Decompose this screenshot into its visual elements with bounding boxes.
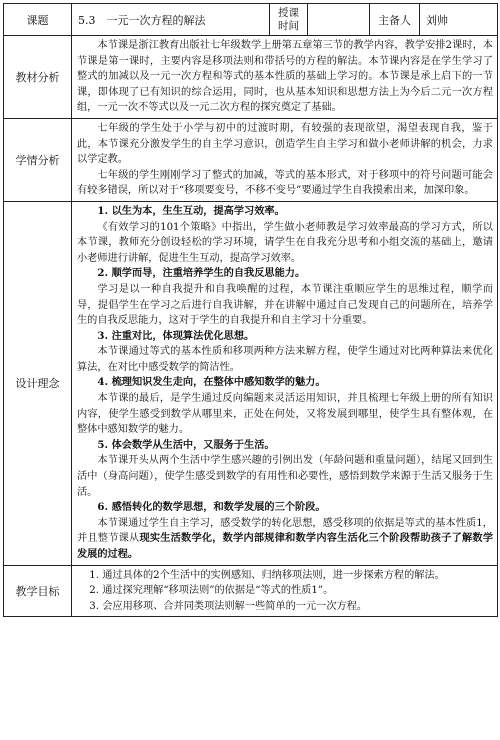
design-heading: 3. 注重对比，体现算法优化思想。 xyxy=(97,329,255,342)
material-analysis-label: 教材分析 xyxy=(4,36,72,119)
student-paragraph: 七年级的学生刚刚学习了整式的加减，等式的基本形式，对于移项中的符号问题可能会有较多错误，所以对于“移项要变号，不移不变号”要通过学生自我摸索出来，加深印象。 xyxy=(77,169,493,197)
design-heading: 5. 体会数学从生活中，又服务于生活。 xyxy=(97,438,275,451)
design-paragraph: 学习是以一种自我提升和自我唤醒的过程，本节课注重顺应学生的思维过程，顺学而导，提倡学生在学习之后进行自我讲解，并在讲解中通过自己发现自己的问题所在，培养学生的自我反思能力，这对于学生的自我提升和自主学习十分重要。 xyxy=(77,283,493,327)
student-analysis-content xyxy=(72,118,498,201)
header-row xyxy=(4,4,498,36)
design-paragraph xyxy=(77,516,493,563)
preparer-label: 主备人 xyxy=(370,4,420,36)
design-paragraph: 本节课开头从两个生活中学生感兴趣的引例出发（年龄问题和重量问题），结尾又回到生活中（身高问题），使学生感受到数学的有用性和必要性，感悟到数学来源于生活又服务于生活。 xyxy=(77,455,493,498)
topic-label: 课题 xyxy=(4,4,72,36)
design-paragraph: 《有效学习的101个策略》中指出，学生做小老师教是学习效率最高的学习方式，所以本节课，教师充分创设轻松的学习环境，请学生在自我充分思考和小组交流的基础上，邀请小老师进行讲解，促进生生互动，提高学习效率。 xyxy=(77,221,493,264)
design-heading: 1. 以生为本，生生互动，提高学习效率。 xyxy=(97,204,285,217)
preparer-value: 刘帅 xyxy=(420,4,498,36)
goal-item: 2. 通过探究理解“移项法则”的依据是“等式的性质1”。 xyxy=(89,585,334,597)
student-analysis-label: 学情分析 xyxy=(4,118,72,201)
student-paragraph: 七年级的学生处于小学与初中的过渡时期，有较强的表现欲望，渴望表现自我，鉴于此，本节课充分激发学生的自主学习意识，创造学生自主学习和做小老师讲解的机会，力求以学定教。 xyxy=(77,122,493,166)
teaching-goals-content xyxy=(72,565,498,617)
design-paragraph: 本节课通过等式的基本性质和移项两种方法来解方程，使学生通过对比两种算法来优化算法，在对比中感受数学的简洁性。 xyxy=(77,346,493,373)
design-heading: 6. 感悟转化的数学思想，和数学发展的三个阶段。 xyxy=(97,501,326,514)
goal-item: 3. 会应用移项、合并同类项法则解一些简单的一元一次方程。 xyxy=(89,600,368,612)
design-concept-row xyxy=(4,201,498,565)
teaching-goals-row xyxy=(4,565,498,617)
lesson-plan-table xyxy=(3,3,498,617)
material-analysis-content xyxy=(72,36,498,119)
topic-value: 5.3 一元一次方程的解法 xyxy=(72,4,270,36)
material-paragraph: 本节课是浙江教育出版社七年级数学上册第五章第三节的教学内容，教学安排2课时，本节课是第一课时，主要内容是移项法则和带括号的方程的解法。本节课内容是在学生学习了整式的加减以及一元一次方程和等式的基本性质的基础上学习的。本节课是承上启下的一节课，即体现了已有知识的综合运用，同时，也从基本知识和思想方法上为今后二元一次方程组，一元一次不等式以及一元二次方程的探究奠定了基础。 xyxy=(77,40,493,114)
material-analysis-row xyxy=(4,36,498,119)
design-paragraph-plain: 本节课通过学生自主学习，感受数学的转化思想，感受移项的依据是等式的基本性质1，并且整节课从 xyxy=(77,517,493,545)
teaching-goals-label: 教学目标 xyxy=(4,565,72,617)
design-concept-label: 设计理念 xyxy=(4,201,72,565)
design-heading: 4. 梳理知识发生走向，在整体中感知数学的魅力。 xyxy=(97,376,326,389)
teaching-time-value xyxy=(308,4,370,36)
design-paragraph: 本节课的最后，是学生通过反向编题来灵活运用知识，并且梳理七年级上册的所有知识内容，使学生感受到数学从哪里来，正处在何处，又将发展到哪里，使学生具有整体观，在整体中感知数学的魅力。 xyxy=(77,393,493,436)
design-paragraph-bold: 现实生活数学化，数学内部规律和数学内容生活化三个阶段帮助孩子了解数学发展的过程。 xyxy=(77,532,494,560)
student-analysis-row xyxy=(4,118,498,201)
design-concept-content xyxy=(72,201,498,565)
goal-item: 1. 通过具体的2个生活中的实例感知、归纳移项法则，进一步探索方程的解法。 xyxy=(89,569,445,581)
design-heading: 2. 顺学而导，注重培养学生的自我反思能力。 xyxy=(97,267,306,280)
teaching-time-label: 授课时间 xyxy=(270,4,308,36)
